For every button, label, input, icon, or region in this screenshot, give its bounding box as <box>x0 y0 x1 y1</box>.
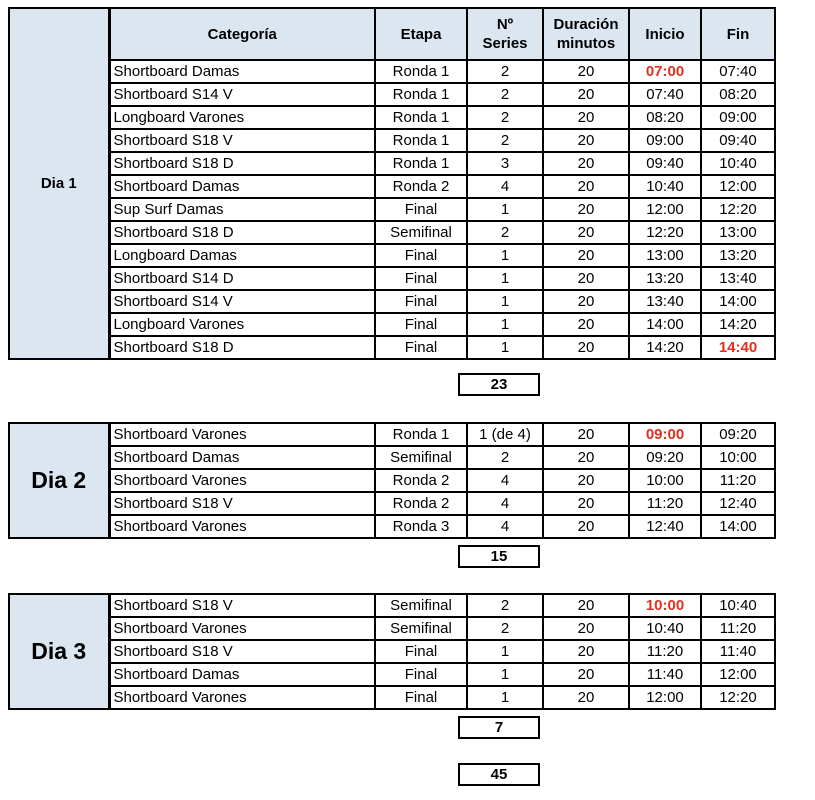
cell-inicio: 11:40 <box>629 663 701 686</box>
cell-series: 4 <box>467 469 543 492</box>
cell-categoria: Shortboard Varones <box>109 617 375 640</box>
schedule-table-day-2 <box>8 422 776 539</box>
cell-inicio: 14:00 <box>629 313 701 336</box>
cell-inicio: 09:20 <box>629 446 701 469</box>
cell-etapa: Final <box>375 640 467 663</box>
cell-categoria: Sup Surf Damas <box>109 198 375 221</box>
header-series <box>467 8 543 60</box>
cell-fin: 14:00 <box>701 515 775 538</box>
cell-categoria: Shortboard Damas <box>109 60 375 83</box>
cell-categoria: Longboard Damas <box>109 244 375 267</box>
cell-categoria: Shortboard S14 V <box>109 290 375 313</box>
day-label: Dia 1 <box>9 8 109 359</box>
table-row <box>9 686 775 709</box>
cell-duracion: 20 <box>543 663 629 686</box>
table-row <box>9 152 775 175</box>
cell-categoria: Longboard Varones <box>109 106 375 129</box>
table-row <box>9 492 775 515</box>
cell-categoria: Shortboard Damas <box>109 446 375 469</box>
cell-etapa: Ronda 2 <box>375 175 467 198</box>
table-row <box>9 60 775 83</box>
cell-inicio: 07:00 <box>629 60 701 83</box>
cell-etapa: Ronda 2 <box>375 469 467 492</box>
cell-series: 2 <box>467 221 543 244</box>
cell-duracion: 20 <box>543 617 629 640</box>
day-3-total-series: 7 <box>458 716 540 739</box>
cell-series: 2 <box>467 446 543 469</box>
cell-duracion: 20 <box>543 152 629 175</box>
cell-categoria: Shortboard Damas <box>109 663 375 686</box>
cell-fin: 11:20 <box>701 617 775 640</box>
cell-etapa: Semifinal <box>375 594 467 617</box>
cell-etapa: Ronda 1 <box>375 423 467 446</box>
cell-fin: 12:00 <box>701 663 775 686</box>
cell-inicio: 12:00 <box>629 198 701 221</box>
cell-inicio: 12:40 <box>629 515 701 538</box>
cell-duracion: 20 <box>543 469 629 492</box>
cell-categoria: Shortboard S18 V <box>109 640 375 663</box>
cell-series: 1 <box>467 267 543 290</box>
cell-fin: 11:20 <box>701 469 775 492</box>
cell-duracion: 20 <box>543 106 629 129</box>
cell-etapa: Final <box>375 290 467 313</box>
header-fin: Fin <box>701 8 775 60</box>
cell-inicio: 10:00 <box>629 594 701 617</box>
table-row <box>9 175 775 198</box>
cell-etapa: Final <box>375 244 467 267</box>
cell-duracion: 20 <box>543 83 629 106</box>
cell-etapa: Semifinal <box>375 617 467 640</box>
cell-duracion: 20 <box>543 594 629 617</box>
cell-categoria: Shortboard Varones <box>109 686 375 709</box>
header-etapa: Etapa <box>375 8 467 60</box>
cell-series: 4 <box>467 492 543 515</box>
cell-series: 2 <box>467 106 543 129</box>
header-duracion <box>543 8 629 60</box>
cell-inicio: 09:00 <box>629 423 701 446</box>
cell-series: 1 <box>467 640 543 663</box>
cell-fin: 07:40 <box>701 60 775 83</box>
cell-series: 1 <box>467 313 543 336</box>
cell-inicio: 10:40 <box>629 175 701 198</box>
table-row <box>9 617 775 640</box>
cell-duracion: 20 <box>543 290 629 313</box>
cell-inicio: 14:20 <box>629 336 701 359</box>
cell-etapa: Final <box>375 663 467 686</box>
cell-etapa: Ronda 1 <box>375 60 467 83</box>
table-row <box>9 515 775 538</box>
cell-series: 1 <box>467 290 543 313</box>
cell-inicio: 09:40 <box>629 152 701 175</box>
cell-inicio: 11:20 <box>629 492 701 515</box>
table-row <box>9 198 775 221</box>
cell-duracion: 20 <box>543 640 629 663</box>
cell-duracion: 20 <box>543 60 629 83</box>
table-row <box>9 290 775 313</box>
cell-series: 2 <box>467 129 543 152</box>
cell-fin: 09:00 <box>701 106 775 129</box>
cell-series: 2 <box>467 83 543 106</box>
cell-series: 4 <box>467 515 543 538</box>
cell-categoria: Shortboard S14 D <box>109 267 375 290</box>
cell-inicio: 12:20 <box>629 221 701 244</box>
day-2-total-series: 15 <box>458 545 540 568</box>
header-duracion-line2: minutos <box>556 35 616 52</box>
cell-duracion: 20 <box>543 336 629 359</box>
cell-categoria: Shortboard S18 D <box>109 336 375 359</box>
cell-fin: 10:40 <box>701 152 775 175</box>
cell-fin: 14:40 <box>701 336 775 359</box>
cell-etapa: Semifinal <box>375 221 467 244</box>
cell-etapa: Final <box>375 313 467 336</box>
header-series-line1: Nº <box>496 16 514 33</box>
cell-fin: 12:20 <box>701 198 775 221</box>
cell-inicio: 12:00 <box>629 686 701 709</box>
cell-series: 2 <box>467 60 543 83</box>
table-row <box>9 469 775 492</box>
cell-inicio: 13:20 <box>629 267 701 290</box>
cell-fin: 09:40 <box>701 129 775 152</box>
cell-duracion: 20 <box>543 198 629 221</box>
cell-duracion: 20 <box>543 267 629 290</box>
header-series-line2: Series <box>482 35 528 52</box>
table-row <box>9 640 775 663</box>
cell-fin: 14:20 <box>701 313 775 336</box>
cell-inicio: 11:20 <box>629 640 701 663</box>
header-categoria: Categoría <box>109 8 375 60</box>
header-inicio: Inicio <box>629 8 701 60</box>
cell-series: 2 <box>467 617 543 640</box>
cell-series: 3 <box>467 152 543 175</box>
table-row <box>9 106 775 129</box>
cell-categoria: Shortboard S18 D <box>109 221 375 244</box>
table-row <box>9 221 775 244</box>
cell-series: 1 <box>467 198 543 221</box>
cell-series: 1 (de 4) <box>467 423 543 446</box>
cell-etapa: Final <box>375 686 467 709</box>
cell-duracion: 20 <box>543 175 629 198</box>
cell-categoria: Shortboard Varones <box>109 469 375 492</box>
cell-inicio: 07:40 <box>629 83 701 106</box>
table-row <box>9 244 775 267</box>
cell-duracion: 20 <box>543 492 629 515</box>
cell-categoria: Shortboard Varones <box>109 515 375 538</box>
cell-categoria: Shortboard Damas <box>109 175 375 198</box>
cell-categoria: Shortboard S18 D <box>109 152 375 175</box>
cell-series: 1 <box>467 686 543 709</box>
schedule-table-day-1 <box>8 7 776 360</box>
day-label: Dia 3 <box>9 594 109 709</box>
cell-etapa: Final <box>375 198 467 221</box>
cell-series: 1 <box>467 244 543 267</box>
cell-series: 2 <box>467 594 543 617</box>
cell-etapa: Ronda 1 <box>375 106 467 129</box>
cell-series: 1 <box>467 336 543 359</box>
table-row <box>9 129 775 152</box>
cell-series: 1 <box>467 663 543 686</box>
table-row <box>9 267 775 290</box>
cell-inicio: 10:00 <box>629 469 701 492</box>
cell-duracion: 20 <box>543 515 629 538</box>
grand-total-series: 45 <box>458 763 540 786</box>
table-row <box>9 313 775 336</box>
cell-inicio: 09:00 <box>629 129 701 152</box>
cell-duracion: 20 <box>543 423 629 446</box>
cell-fin: 10:40 <box>701 594 775 617</box>
cell-categoria: Shortboard Varones <box>109 423 375 446</box>
cell-duracion: 20 <box>543 221 629 244</box>
cell-fin: 12:00 <box>701 175 775 198</box>
cell-fin: 11:40 <box>701 640 775 663</box>
cell-inicio: 13:00 <box>629 244 701 267</box>
cell-fin: 10:00 <box>701 446 775 469</box>
cell-fin: 09:20 <box>701 423 775 446</box>
cell-etapa: Ronda 2 <box>375 492 467 515</box>
cell-fin: 13:00 <box>701 221 775 244</box>
cell-categoria: Shortboard S18 V <box>109 492 375 515</box>
cell-fin: 14:00 <box>701 290 775 313</box>
cell-etapa: Final <box>375 336 467 359</box>
cell-categoria: Longboard Varones <box>109 313 375 336</box>
header-duracion-line1: Duración <box>553 16 619 33</box>
cell-etapa: Ronda 1 <box>375 129 467 152</box>
cell-categoria: Shortboard S18 V <box>109 129 375 152</box>
day-label: Dia 2 <box>9 423 109 538</box>
cell-inicio: 13:40 <box>629 290 701 313</box>
table-row <box>9 423 775 446</box>
cell-fin: 13:20 <box>701 244 775 267</box>
cell-series: 4 <box>467 175 543 198</box>
cell-duracion: 20 <box>543 313 629 336</box>
cell-inicio: 10:40 <box>629 617 701 640</box>
table-row <box>9 336 775 359</box>
table-row <box>9 446 775 469</box>
cell-fin: 08:20 <box>701 83 775 106</box>
day-1-total-series: 23 <box>458 373 540 396</box>
cell-etapa: Final <box>375 267 467 290</box>
cell-inicio: 08:20 <box>629 106 701 129</box>
cell-etapa: Ronda 3 <box>375 515 467 538</box>
cell-categoria: Shortboard S18 V <box>109 594 375 617</box>
table-row <box>9 663 775 686</box>
cell-etapa: Ronda 1 <box>375 83 467 106</box>
table-row <box>9 594 775 617</box>
cell-duracion: 20 <box>543 446 629 469</box>
cell-duracion: 20 <box>543 686 629 709</box>
table-row <box>9 83 775 106</box>
schedule-table-day-3 <box>8 593 776 710</box>
cell-fin: 12:40 <box>701 492 775 515</box>
cell-etapa: Semifinal <box>375 446 467 469</box>
cell-duracion: 20 <box>543 129 629 152</box>
table-header-row <box>9 8 775 60</box>
cell-fin: 13:40 <box>701 267 775 290</box>
cell-categoria: Shortboard S14 V <box>109 83 375 106</box>
cell-fin: 12:20 <box>701 686 775 709</box>
cell-duracion: 20 <box>543 244 629 267</box>
cell-etapa: Ronda 1 <box>375 152 467 175</box>
